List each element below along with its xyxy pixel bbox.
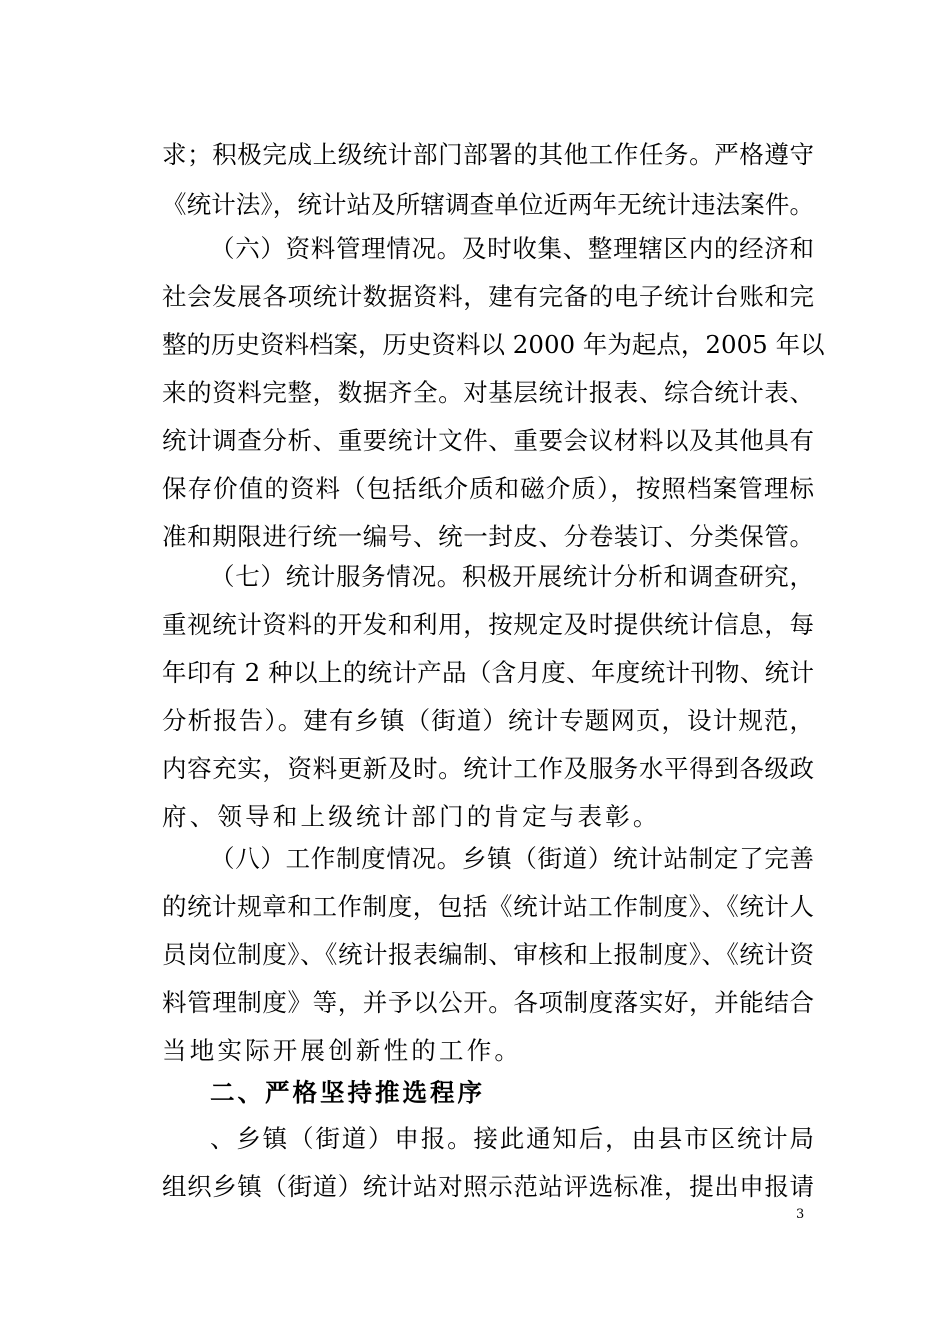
page-number: 3 (796, 1207, 805, 1222)
text-line: 料管理制度》等，并予以公开。各项制度落实好，并能结合 (162, 988, 814, 1017)
paragraph-start-line: （八）工作制度情况。乡镇（街道）统计站制定了完善 (210, 844, 814, 873)
text-line: 保存价值的资料（包括纸介质和磁介质），按照档案管理标 (162, 474, 814, 503)
text-line: 整的历史资料档案，历史资料以 2000 年为起点，2005 年以 (162, 330, 825, 359)
paragraph-start-line: （七）统计服务情况。积极开展统计分析和调查研究， (210, 562, 814, 591)
text-line: 重视统计资料的开发和利用，按规定及时提供统计信息，每 (162, 610, 814, 639)
text-line: 来的资料完整，数据齐全。对基层统计报表、综合统计表、 (162, 378, 814, 407)
text-line: 准和期限进行统一编号、统一封皮、分卷装订、分类保管。 (162, 522, 814, 551)
text-line: 员岗位制度》、《统计报表编制、审核和上报制度》、《统计资 (162, 940, 814, 969)
text-line: 府、领导和上级统计部门的肯定与表彰。 (162, 802, 661, 831)
paragraph-start-line: 、乡镇（街道）申报。接此通知后，由县市区统计局 (210, 1124, 814, 1153)
text-line: 《统计法》，统计站及所辖调查单位近两年无统计违法案件。 (162, 190, 814, 219)
text-line: 分析报告）。建有乡镇（街道）统计专题网页，设计规范， (162, 706, 814, 735)
paragraph-start-line: （六）资料管理情况。及时收集、整理辖区内的经济和 (210, 234, 814, 263)
text-line: 统计调查分析、重要统计文件、重要会议材料以及其他具有 (162, 426, 814, 455)
section-heading: 二、严格坚持推选程序 (210, 1078, 485, 1107)
text-line: 年印有 2 种以上的统计产品（含月度、年度统计刊物、统计 (162, 658, 814, 687)
text-line: 组织乡镇（街道）统计站对照示范站评选标准，提出申报请 (162, 1172, 814, 1201)
text-line: 的统计规章和工作制度，包括《统计站工作制度》、《统计人 (162, 892, 814, 921)
text-line: 求；积极完成上级统计部门部署的其他工作任务。严格遵守 (162, 140, 814, 169)
text-line: 当地实际开展创新性的工作。 (162, 1036, 523, 1065)
text-line: 社会发展各项统计数据资料，建有完备的电子统计台账和完 (162, 282, 814, 311)
text-line: 内容充实，资料更新及时。统计工作及服务水平得到各级政 (162, 754, 814, 783)
